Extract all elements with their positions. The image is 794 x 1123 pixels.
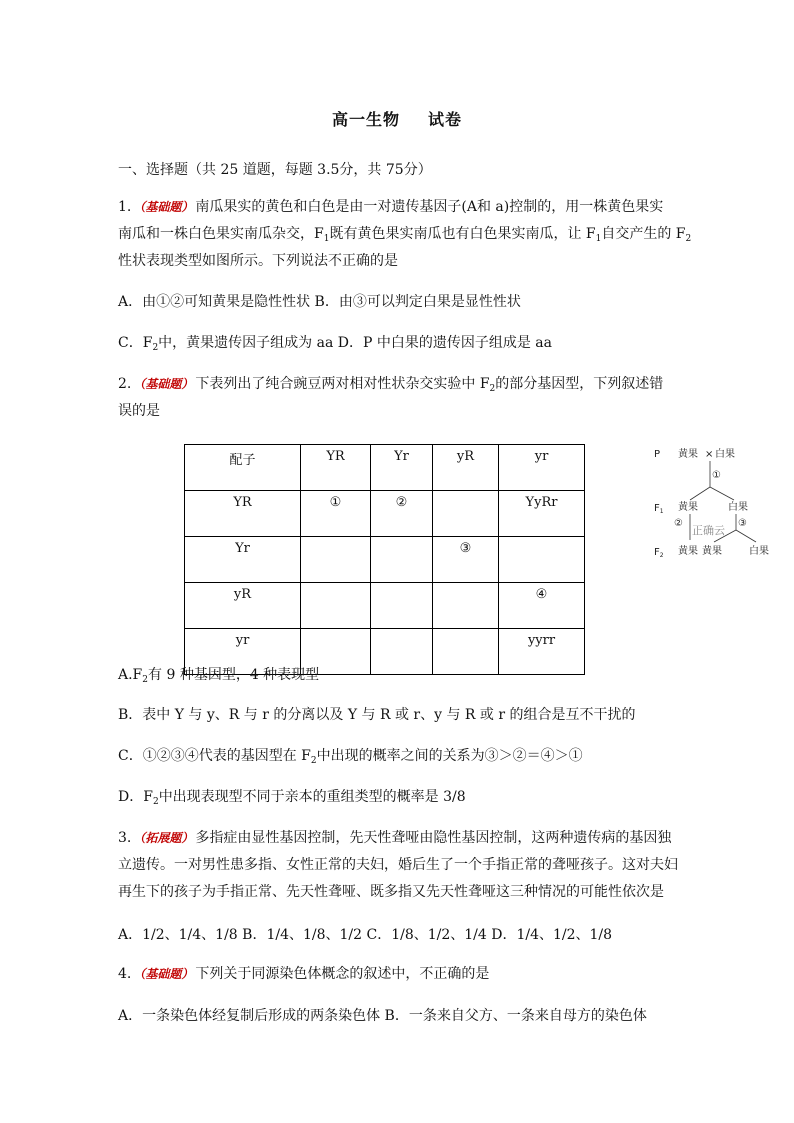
q2-tag: （基础题） bbox=[133, 377, 194, 391]
table-cell bbox=[499, 537, 585, 583]
q1-text-2a: 南瓜和一株白色果实南瓜杂交，F bbox=[118, 226, 324, 242]
diagram-label-f1: $F_1$ bbox=[654, 503, 664, 515]
table-cell: Yr bbox=[185, 537, 301, 583]
q4-tag: （基础题） bbox=[133, 967, 194, 981]
sub-2: 2 bbox=[152, 797, 159, 807]
diagram-f2-yellow-1: 黄果 bbox=[678, 546, 698, 557]
q3-line1 bbox=[118, 828, 671, 848]
q1-text-2c: 自交产生的 F bbox=[601, 226, 686, 242]
q2-optd-b: 中出现表现型不同于亲本的重组类型的概率是 3/8 bbox=[158, 789, 466, 805]
q2-option-a bbox=[118, 665, 319, 690]
q2-text-1b: 的部分基因型，下列叙述错 bbox=[495, 376, 664, 392]
diagram-f2-white: 白果 bbox=[749, 546, 769, 557]
q1-line3: 性状表现类型如图所示。下列说法不正确的是 bbox=[118, 253, 398, 269]
table-cell bbox=[433, 491, 499, 537]
diagram-f1-yellow: 黄果 bbox=[678, 502, 698, 513]
table-row bbox=[185, 583, 585, 629]
diagram-line bbox=[690, 487, 710, 500]
q2-number: 2. bbox=[118, 376, 132, 392]
section-heading: 一、选择题（共 25 道题，每题 3.5分，共 75分） bbox=[118, 162, 432, 178]
q2-line1 bbox=[118, 374, 663, 399]
title-main: 高一生物 bbox=[331, 110, 400, 129]
table-cell: ① bbox=[301, 491, 371, 537]
q2-option-b: B．表中 Y 与 y、R 与 r 的分离以及 Y 与 R 或 r、y 与 R 或 r 的组合是互不干扰的 bbox=[118, 707, 636, 723]
q4-line1 bbox=[118, 964, 489, 984]
table-cell bbox=[371, 583, 433, 629]
q2-optc-a: C．①②③④代表的基因型在 F bbox=[118, 748, 311, 764]
cross-diagram bbox=[648, 440, 778, 565]
table-cell: yR bbox=[185, 583, 301, 629]
table-cell bbox=[371, 629, 433, 675]
diagram-label-p: P bbox=[654, 449, 661, 460]
q1-text-2b: 既有黄色果实南瓜也有白色果实南瓜，让 F bbox=[329, 226, 596, 242]
page-title bbox=[0, 107, 794, 130]
table-cell: 配子 bbox=[185, 445, 301, 491]
diagram-p-yellow: 黄果 bbox=[678, 449, 698, 460]
sub-2: 2 bbox=[142, 675, 149, 685]
gamete-table bbox=[184, 444, 585, 675]
q1-line2 bbox=[118, 224, 691, 249]
table-cell: ④ bbox=[499, 583, 585, 629]
diagram-line bbox=[710, 487, 734, 500]
q4-options-ab: A．一条染色体经复制后形成的两条染色体 B．一条来自父方、一条来自母方的染色体 bbox=[118, 1008, 647, 1024]
diagram-marker-1: ① bbox=[712, 470, 721, 481]
diagram-p-white: 白果 bbox=[715, 449, 735, 460]
table-cell bbox=[371, 537, 433, 583]
q3-tag: （拓展题） bbox=[133, 831, 194, 845]
table-cell bbox=[301, 537, 371, 583]
diagram-line bbox=[736, 530, 756, 542]
table-row bbox=[185, 537, 585, 583]
sub-2: 2 bbox=[685, 234, 692, 244]
table-cell: ③ bbox=[433, 537, 499, 583]
sub-2: 2 bbox=[489, 384, 496, 394]
title-sub: 试卷 bbox=[428, 110, 463, 129]
q1-line1 bbox=[118, 197, 663, 217]
q1-tag: （基础题） bbox=[133, 200, 194, 214]
q2-opta-b: 有 9 种基因型，4 种表现型 bbox=[148, 667, 320, 683]
sub-1: 1 bbox=[595, 234, 602, 244]
q3-options: A．1/2、1/4、1/8 B．1/4、1/8、1/2 C．1/8、1/2、1/4 D．1/4、1/2、1/8 bbox=[118, 927, 613, 943]
table-cell bbox=[433, 583, 499, 629]
q3-number: 3. bbox=[118, 830, 132, 846]
sub-1: 1 bbox=[323, 234, 330, 244]
sub-2: 2 bbox=[310, 756, 317, 766]
q1-options-cd bbox=[118, 333, 552, 358]
q2-text-1a: 下表列出了纯合豌豆两对相对性状杂交实验中 F bbox=[195, 376, 490, 392]
q2-opta-a: A.F bbox=[118, 667, 143, 683]
watermark: 正确云 bbox=[692, 524, 725, 537]
table-cell: yyrr bbox=[499, 629, 585, 675]
q4-number: 4. bbox=[118, 966, 132, 982]
diagram-marker-2: ② bbox=[674, 518, 683, 529]
q1-options-ab: A．由①②可知黄果是隐性性状 B．由③可以判定白果是显性性状 bbox=[118, 294, 521, 310]
table-cell: YR bbox=[185, 491, 301, 537]
q1-optc-a: C．F bbox=[118, 335, 153, 351]
table-cell: YyRr bbox=[499, 491, 585, 537]
table-cell bbox=[301, 583, 371, 629]
table-cell: yr bbox=[185, 629, 301, 675]
q3-text-1: 多指症由显性基因控制，先天性聋哑由隐性基因控制，这两种遗传病的基因独 bbox=[195, 830, 672, 846]
q1-optc-b: 中，黄果遗传因子组成为 aa D．P 中白果的遗传因子组成是 aa bbox=[158, 335, 553, 351]
table-cell: ② bbox=[371, 491, 433, 537]
table-cell: yR bbox=[433, 445, 499, 491]
q2-option-d bbox=[118, 787, 466, 812]
q1-number: 1. bbox=[118, 199, 132, 215]
table-cell bbox=[433, 629, 499, 675]
diagram-f2-yellow-2: 黄果 bbox=[702, 546, 722, 557]
sub-2: 2 bbox=[152, 343, 159, 353]
table-cell: YR bbox=[301, 445, 371, 491]
table-cell: yr bbox=[499, 445, 585, 491]
table-cell: Yr bbox=[371, 445, 433, 491]
diagram-f1-white: 白果 bbox=[728, 502, 748, 513]
table-header-row bbox=[185, 445, 585, 491]
q3-line3: 再生下的孩子为手指正常、先天性聋哑、既多指又先天性聋哑这三种情况的可能性依次是 bbox=[118, 884, 664, 900]
q2-optd-a: D．F bbox=[118, 789, 153, 805]
diagram-label-f2: $F_2$ bbox=[654, 547, 664, 559]
diagram-cross: × bbox=[705, 449, 714, 460]
diagram-marker-3: ③ bbox=[738, 518, 747, 529]
q4-text-1: 下列关于同源染色体概念的叙述中，不正确的是 bbox=[195, 966, 490, 982]
table-row bbox=[185, 491, 585, 537]
q3-line2: 立遗传。一对男性患多指、女性正常的夫妇，婚后生了一个手指正常的聋哑孩子。这对夫妇 bbox=[118, 857, 678, 873]
q2-option-c bbox=[118, 746, 583, 771]
q2-optc-b: 中出现的概率之间的关系为③＞②＝④＞① bbox=[316, 748, 583, 764]
q1-text-1: 南瓜果实的黄色和白色是由一对遗传基因子(A和 a)控制的，用一株黄色果实 bbox=[195, 199, 664, 215]
q2-line2: 误的是 bbox=[118, 403, 160, 419]
